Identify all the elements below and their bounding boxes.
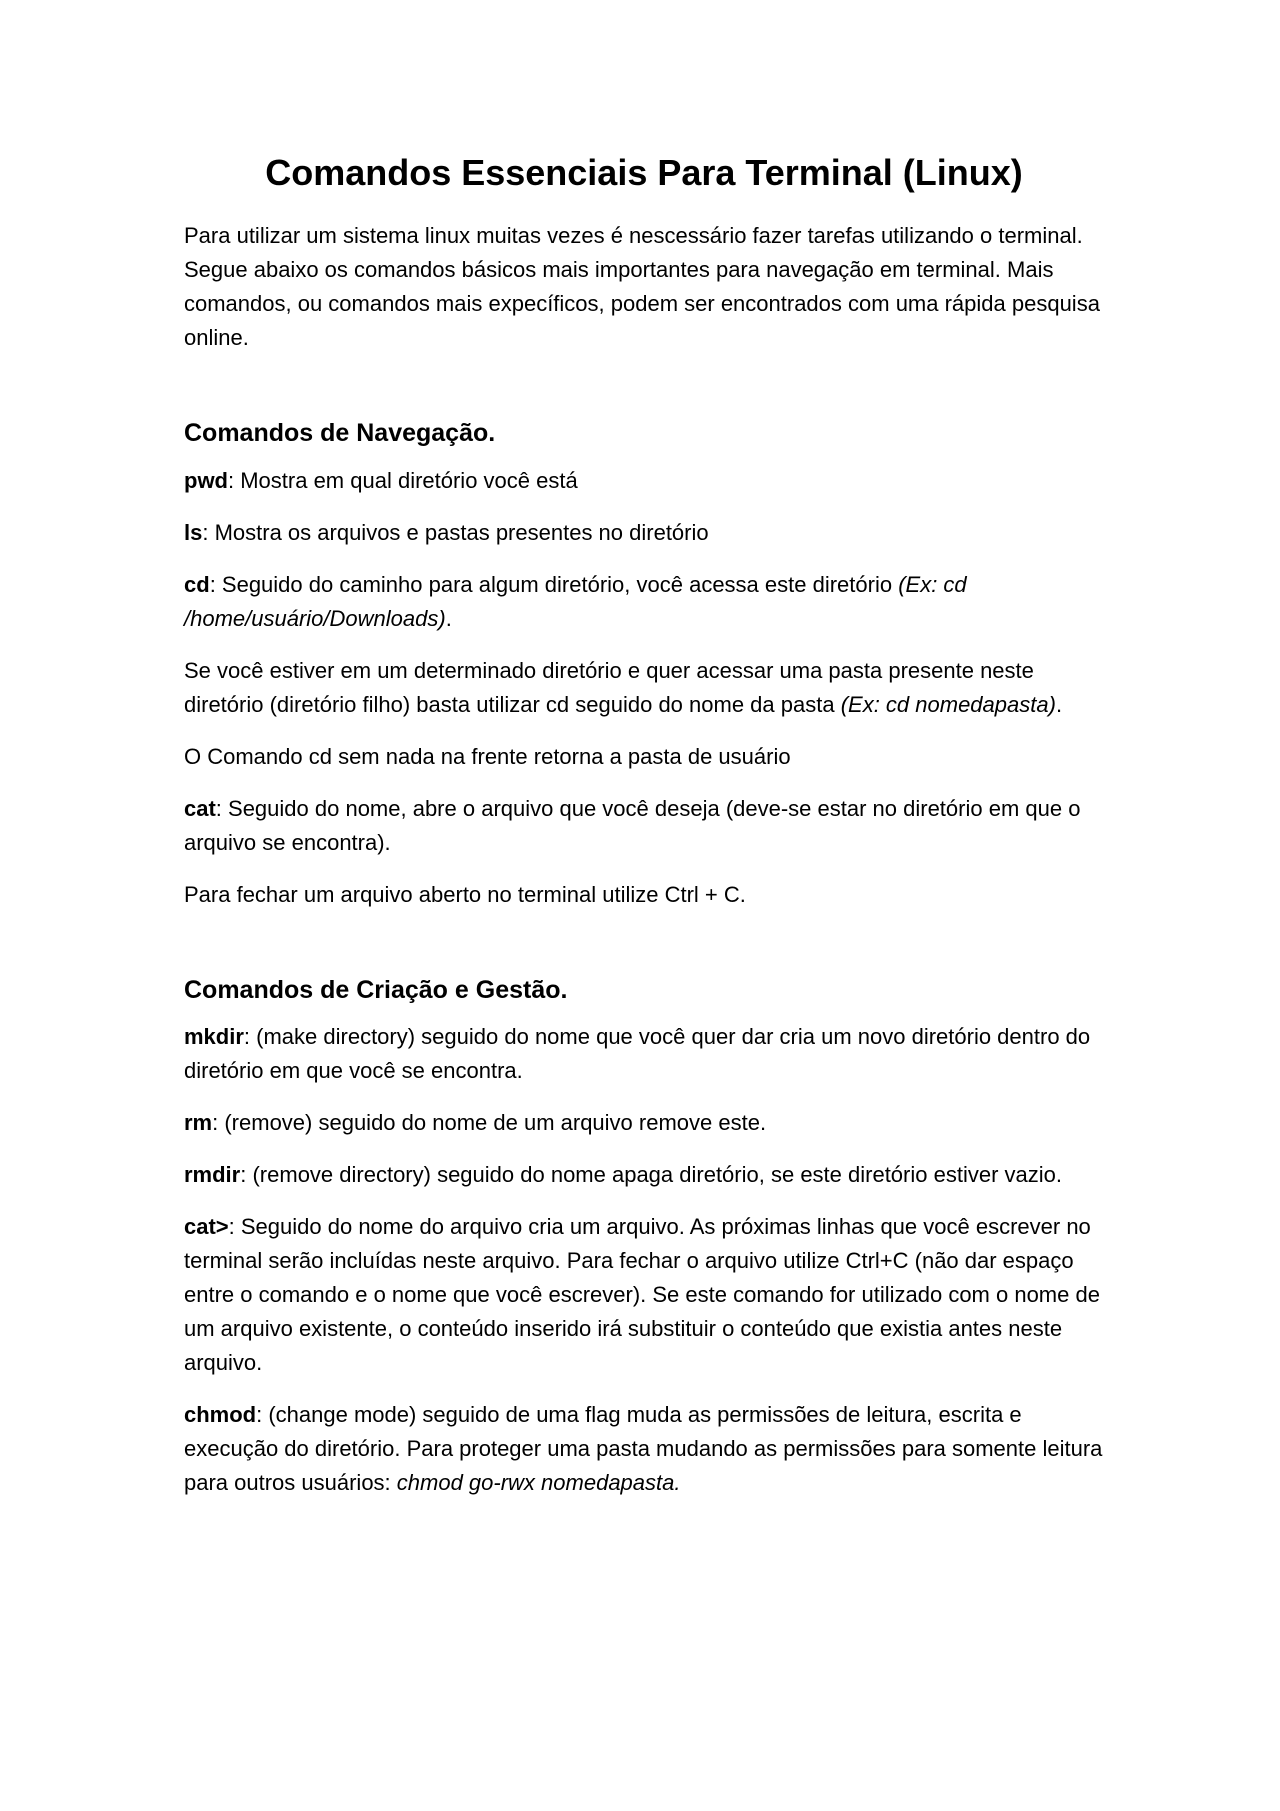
- ls-command: ls: [184, 519, 203, 545]
- cd-child-example: (Ex: cd nomedapasta): [840, 691, 1056, 717]
- rm-command: rm: [184, 1110, 213, 1135]
- document-title: Comandos Essenciais Para Terminal (Linux): [265, 152, 1023, 193]
- intro-paragraph: Para utilizar um sistema linux muitas vezes é nescessário fazer tarefas utilizando o terminal. Segue abaixo os comandos básicos mais importantes para navegação em terminal. Mais comandos, ou comandos mais expecíficos, podem ser encontrados com uma rápida pesquisa online.: [184, 223, 1100, 350]
- cat-write-description: : Seguido do nome do arquivo cria um arquivo. As próximas linhas que você escrever no terminal serão incluídas neste arquivo. Para fechar o arquivo utilize Ctrl+C (não dar espaço entre o comando e o nome que você escrever). Se este comando for utilizado com o nome de um arquivo existente, o conteúdo inserido irá substituir o conteúdo que existia antes neste arquivo.: [184, 1214, 1100, 1375]
- cat-write-command: cat>: [184, 1214, 229, 1239]
- mkdir-paragraph: [184, 1020, 1104, 1088]
- ls-description: : Mostra os arquivos e pastas presentes no diretório: [202, 519, 709, 545]
- rm-paragraph: [184, 1106, 1104, 1140]
- cat-command: cat: [184, 795, 216, 821]
- chmod-command: chmod: [184, 1402, 257, 1427]
- rmdir-command: rmdir: [184, 1162, 241, 1187]
- cd-description: : Seguido do caminho para algum diretório, você acessa este diretório: [209, 571, 899, 597]
- pwd-description: : Mostra em qual diretório você está: [228, 467, 578, 493]
- rm-description: : (remove) seguido do nome de um arquivo remove este.: [212, 1110, 767, 1135]
- rmdir-paragraph: [184, 1158, 1104, 1192]
- cat-description: : Seguido do nome, abre o arquivo que você deseja (deve-se estar no diretório em que o arquivo se encontra).: [184, 795, 1081, 855]
- cd-command: cd: [184, 571, 210, 597]
- cd-empty-paragraph: O Comando cd sem nada na frente retorna a pasta de usuário: [184, 743, 791, 769]
- navigation-heading: Comandos de Navegação.: [184, 419, 496, 447]
- chmod-description: : (change mode) seguido de uma flag muda as permissões de leitura, escrita e execução do diretório. Para proteger uma pasta mudando as permissões para somente leitura para outros usuários:: [184, 1402, 1103, 1495]
- mkdir-description: : (make directory) seguido do nome que você quer dar cria um novo diretório dentro do diretório em que você se encontra.: [184, 1024, 1091, 1083]
- cd-paragraph: [184, 568, 1104, 636]
- cd-child-paragraph: [184, 654, 1104, 722]
- cd-example: (Ex: cd /home/usuário/Downloads): [184, 571, 967, 631]
- document-content: [184, 150, 1104, 1518]
- cat-write-paragraph: [184, 1210, 1104, 1380]
- pwd-command: pwd: [184, 467, 228, 493]
- cd-end: .: [445, 605, 452, 631]
- chmod-example: chmod go-rwx nomedapasta.: [396, 1470, 681, 1495]
- creation-heading: Comandos de Criação e Gestão.: [184, 975, 568, 1004]
- cat-paragraph: [184, 792, 1104, 860]
- rmdir-description: : (remove directory) seguido do nome apaga diretório, se este diretório estiver vazio.: [240, 1162, 1062, 1187]
- chmod-paragraph: [184, 1398, 1104, 1500]
- close-file-paragraph: Para fechar um arquivo aberto no terminal utilize Ctrl + C.: [184, 881, 746, 907]
- cd-child-description: Se você estiver em um determinado diretório e quer acessar uma pasta presente neste diretório (diretório filho) basta utilizar cd seguido do nome da pasta: [184, 657, 1034, 717]
- pwd-paragraph: [184, 464, 1104, 498]
- mkdir-command: mkdir: [184, 1024, 244, 1049]
- ls-paragraph: [184, 516, 1104, 550]
- cd-child-end: .: [1055, 691, 1063, 717]
